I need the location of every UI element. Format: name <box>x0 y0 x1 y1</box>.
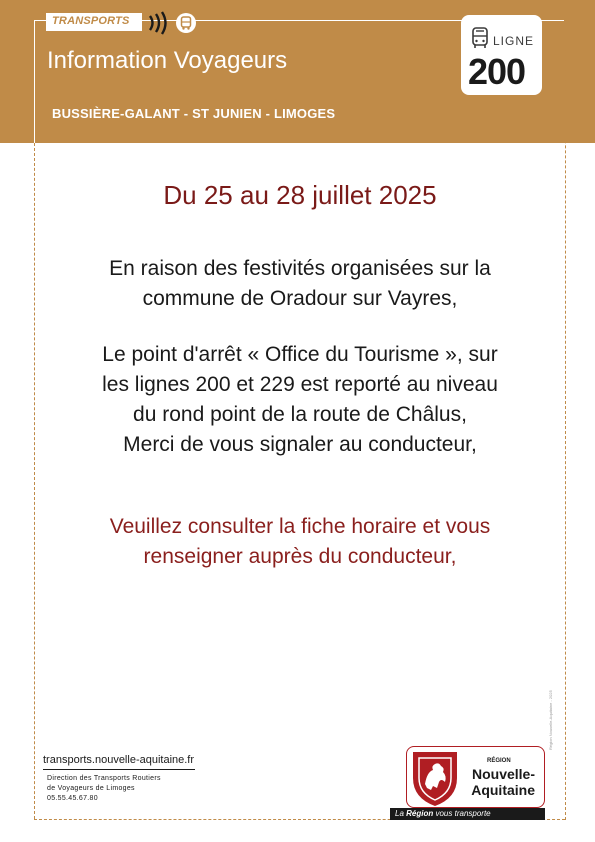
transports-tag: TRANSPORTS <box>52 15 130 27</box>
bus-icon <box>176 13 196 33</box>
tagline <box>395 809 491 818</box>
left-dashed-border <box>34 143 35 819</box>
side-credit-text: Région Nouvelle-Aquitaine - 2025 <box>548 690 553 750</box>
page-title: Information Voyageurs <box>47 47 288 74</box>
text-line: commune de Oradour sur Vayres, <box>142 287 458 310</box>
line-label: LIGNE <box>493 34 535 48</box>
text-line: Veuillez consulter la fiche horaire et vous <box>109 515 491 538</box>
direction-line-1: Direction des Transports Routiers <box>47 775 161 782</box>
text-line: Merci de vous signaler au conducteur, <box>123 433 477 456</box>
bus-line-icon <box>470 25 490 51</box>
text-line: renseigner auprès du conducteur, <box>143 545 457 568</box>
route-subtitle: BUSSIÈRE-GALANT - ST JUNIEN - LIMOGES <box>52 106 336 121</box>
region-label: RÉGION <box>487 758 511 764</box>
side-credit <box>548 580 558 750</box>
region-name-line-2: Aquitaine <box>471 782 535 798</box>
tagline-suffix: vous transporte <box>435 809 491 818</box>
text-line: les lignes 200 et 229 est reporté au niveau <box>102 373 498 396</box>
notice-paragraph-stop-change <box>0 340 595 460</box>
consult-notice <box>0 512 595 572</box>
region-name <box>465 766 535 798</box>
tagline-prefix: La <box>395 809 404 818</box>
region-name-line-1: Nouvelle- <box>471 766 535 782</box>
notice-date: Du 25 au 28 juillet 2025 <box>163 180 437 210</box>
text-line: En raison des festivités organisées sur la <box>109 257 491 280</box>
website-underline <box>43 769 195 770</box>
text-line: du rond point de la route de Châlus, <box>133 403 467 426</box>
notice-paragraph-festivities <box>0 254 595 314</box>
website-link[interactable]: transports.nouvelle-aquitaine.fr <box>43 754 195 766</box>
lion-shield-icon <box>409 748 461 808</box>
phone-number: 05.55.45.67.80 <box>47 795 98 802</box>
tagline-bold: Région <box>406 809 434 818</box>
direction-line-2: de Voyageurs de Limoges <box>47 785 135 792</box>
signal-waves-icon <box>147 11 169 35</box>
text-line: Le point d'arrêt « Office du Tourisme », sur <box>102 343 498 366</box>
line-number: 200 <box>468 51 526 92</box>
